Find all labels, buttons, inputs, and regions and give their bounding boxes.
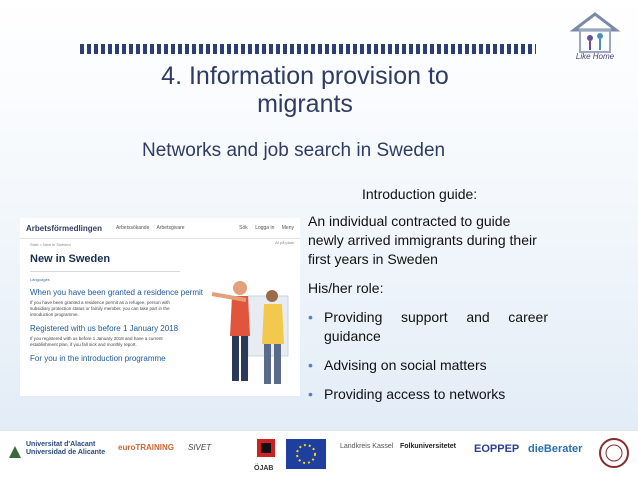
site-section-heading: Registered with us before 1 January 2018 [30, 324, 179, 333]
site-section-heading: When you have been granted a residence permit [30, 288, 203, 297]
guide-description: An individual contracted to guide newly arrived immigrants during their first years in Sweden [308, 213, 537, 267]
alicante-logo-icon [8, 445, 22, 459]
partner-dieberater: dieBerater [528, 443, 583, 455]
partner-kassel: Landkreis Kassel [340, 443, 394, 450]
site-logo: Arbetsförmedlingen [26, 223, 103, 233]
ojab-logo-icon [255, 437, 277, 467]
site-language: Languages [30, 277, 50, 282]
site-login: Logga in [255, 225, 275, 231]
partner-ojab: ÖJAB [254, 465, 274, 472]
decorative-stripe [80, 44, 536, 54]
role-item-text: • Providing support and career guidance [324, 309, 548, 344]
site-divider [30, 271, 180, 272]
site-page-title: New in Sweden [30, 253, 111, 265]
site-header [20, 218, 300, 239]
partner-eoppep: EOPPEP [474, 443, 520, 455]
university-seal-icon [598, 437, 630, 469]
partner-eurotraining: euroTRAINING [118, 443, 174, 452]
illustration-people-icon [210, 266, 300, 396]
guide-body [308, 212, 548, 414]
site-nav-item: Arbetsgivare [156, 225, 185, 231]
site-section-text: If you have been granted a residence permit as a refugee, person with subsidiary protection status or family member, you can take part in the introduction programme. [30, 300, 170, 317]
partner-folkuniversitetet: Folkuniversitetet [400, 443, 457, 450]
role-heading: His/her role: [308, 280, 384, 296]
partner-alicante: Universitat d'Alacant Universidad de Alicante [26, 441, 106, 456]
slide-subtitle: Networks and job search in Sweden [142, 140, 446, 161]
site-search: Sök [239, 225, 248, 231]
role-list [308, 308, 548, 404]
role-item: • Providing access to networks [308, 385, 548, 404]
logo-text: Like Home [575, 52, 615, 61]
site-nav-item: Arbetssökande [116, 225, 150, 231]
site-section-heading: For you in the introduction programme [30, 354, 166, 363]
site-section-text: If you registered with us before 1 January 2018 and have a current establishment plan, if you fall sick and monthly report. [30, 336, 163, 347]
site-breadcrumb: Start > New in Sweden [30, 242, 71, 247]
role-item: • Advising on social matters [308, 356, 548, 375]
eu-flag-icon [286, 439, 326, 469]
site-header-right [233, 225, 294, 231]
website-screenshot [20, 218, 300, 396]
site-side-label: Af på plats [275, 240, 294, 245]
guide-heading: Introduction guide: [362, 186, 478, 202]
site-nav [116, 225, 191, 231]
site-menu: Meny [281, 225, 294, 231]
slide-title: 4. Information provision to migrants [161, 62, 449, 118]
partner-sivet: SIVET [188, 443, 212, 452]
partner-logos-footer [0, 430, 638, 480]
role-item [308, 308, 548, 346]
